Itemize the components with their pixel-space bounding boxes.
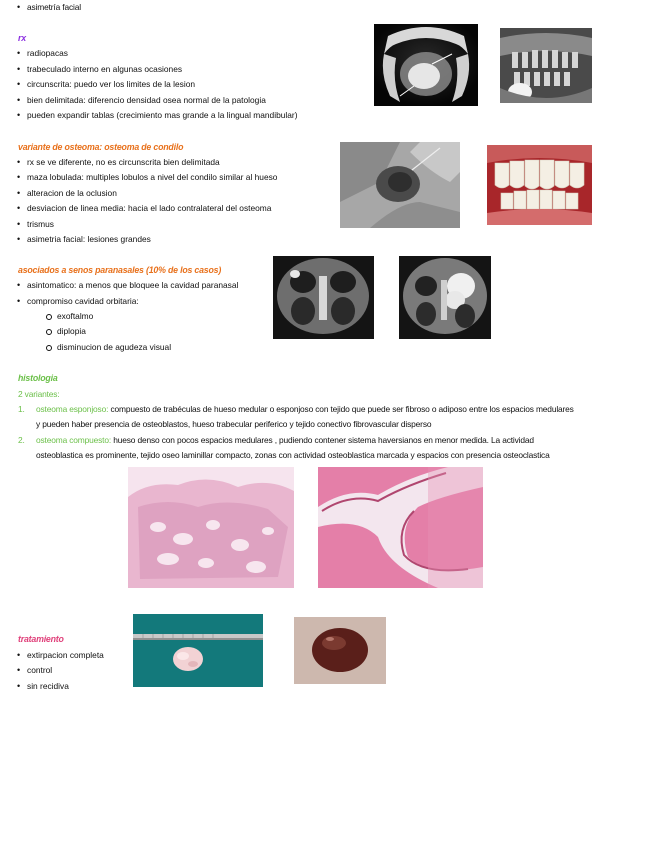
rx-item-text: radiopacas xyxy=(27,48,68,58)
tratamiento-heading: tratamiento xyxy=(18,634,64,644)
tratamiento-item-text: sin recidiva xyxy=(27,681,69,691)
asociados-heading: asociados a senos paranasales (10% de los casos) xyxy=(18,265,222,275)
malocclusion-photo xyxy=(487,145,592,225)
asociados-subitem-text: exoftalmo xyxy=(57,311,94,321)
rx-item xyxy=(27,95,266,106)
variante-item xyxy=(27,219,54,230)
rx-item-text: trabeculado interno en algunas ocasiones xyxy=(27,64,183,74)
excised-specimen-photo-2 xyxy=(294,617,386,684)
tratamiento-item-text: extirpacion completa xyxy=(27,650,104,660)
rx-heading: rx xyxy=(18,33,26,43)
asociados-subitem-text: disminucion de agudeza visual xyxy=(57,342,172,352)
rx-item-text: circunscrita: puedo ver los limites de la lesion xyxy=(27,79,196,89)
rx-item-text: pueden expandir tablas (crecimiento mas grande a la lingual mandibular) xyxy=(27,110,298,120)
variante-item-text: rx se ve diferente, no es circunscrita bien delimitada xyxy=(27,157,220,167)
variante-item xyxy=(27,188,117,199)
histology-spongy-image xyxy=(128,467,294,588)
asociados-subitem xyxy=(57,342,171,353)
top-list-item xyxy=(27,2,81,13)
occlusal-xray-image xyxy=(374,24,478,106)
asociados-subitem-text: diplopia xyxy=(57,326,86,336)
tratamiento-item xyxy=(27,650,104,661)
panoramic-xray-image xyxy=(500,28,592,103)
variant-desc-2: osteoblastica es prominente, tejido oseo laminillar compacto, zonas con actividad osteoblastica marcada y espacios con presencia osteoclastica xyxy=(36,450,550,460)
variante-item-text: trismus xyxy=(27,219,54,229)
histologia-intro: 2 variantes: xyxy=(18,389,60,399)
rx-item xyxy=(27,79,195,90)
sinus-ct-image-1 xyxy=(273,256,374,339)
condyle-xray-image xyxy=(340,142,460,228)
excised-specimen-photo-1 xyxy=(133,614,263,687)
histology-compact-image xyxy=(318,467,483,588)
asociados-item xyxy=(27,296,139,307)
asociados-subitem xyxy=(57,326,86,337)
variant-name: osteoma esponjoso: xyxy=(36,404,109,414)
asociados-subitem xyxy=(57,311,93,322)
variante-item xyxy=(27,172,277,183)
variante-heading: variante de osteoma: osteoma de condilo xyxy=(18,142,184,152)
asociados-item-text: compromiso cavidad orbitaria: xyxy=(27,296,139,306)
histologia-heading: histologia xyxy=(18,373,58,383)
variante-item xyxy=(27,234,151,245)
variant-name: osteoma compuesto: xyxy=(36,435,112,445)
variant-desc-1: compuesto de trabéculas de hueso medular o esponjoso con tejido que puede ser fibroso o adiposo entre los espacios medulares xyxy=(110,404,574,414)
variant-number: 2. xyxy=(18,435,25,445)
rx-item xyxy=(27,110,297,121)
top-item-text: asimetría facial xyxy=(27,2,81,12)
rx-item xyxy=(27,48,68,59)
variante-item-text: alteracion de la oclusion xyxy=(27,188,117,198)
variant-desc-1: hueso denso con pocos espacios medulares , pudiendo contener sistema haversianos en menor medida. La actividad xyxy=(113,435,534,445)
variante-item xyxy=(27,203,271,214)
variant-line-1 xyxy=(36,435,534,446)
tratamiento-item xyxy=(27,681,69,692)
variant-line-1 xyxy=(36,404,574,415)
variant-desc-2: y pueden haber presencia de osteoblastos, hueso trabecular periferico y tejido conectivo fibrovascular disperso xyxy=(36,419,432,429)
rx-item-text: bien delimitada: diferencio densidad osea normal de la patologia xyxy=(27,95,266,105)
tratamiento-item xyxy=(27,665,52,676)
asociados-item-text: asintomatico: a menos que bloquee la cavidad paranasal xyxy=(27,280,239,290)
variante-item xyxy=(27,157,220,168)
sinus-ct-image-2 xyxy=(399,256,491,339)
asociados-item xyxy=(27,280,238,291)
variant-number: 1. xyxy=(18,404,25,414)
variante-item-text: asimetria facial: lesiones grandes xyxy=(27,234,151,244)
variante-item-text: desviacion de linea media: hacia el lado contralateral del osteoma xyxy=(27,203,272,213)
tratamiento-item-text: control xyxy=(27,665,53,675)
rx-item xyxy=(27,64,182,75)
variante-item-text: maza lobulada: multiples lobulos a nivel del condilo similar al hueso xyxy=(27,172,278,182)
